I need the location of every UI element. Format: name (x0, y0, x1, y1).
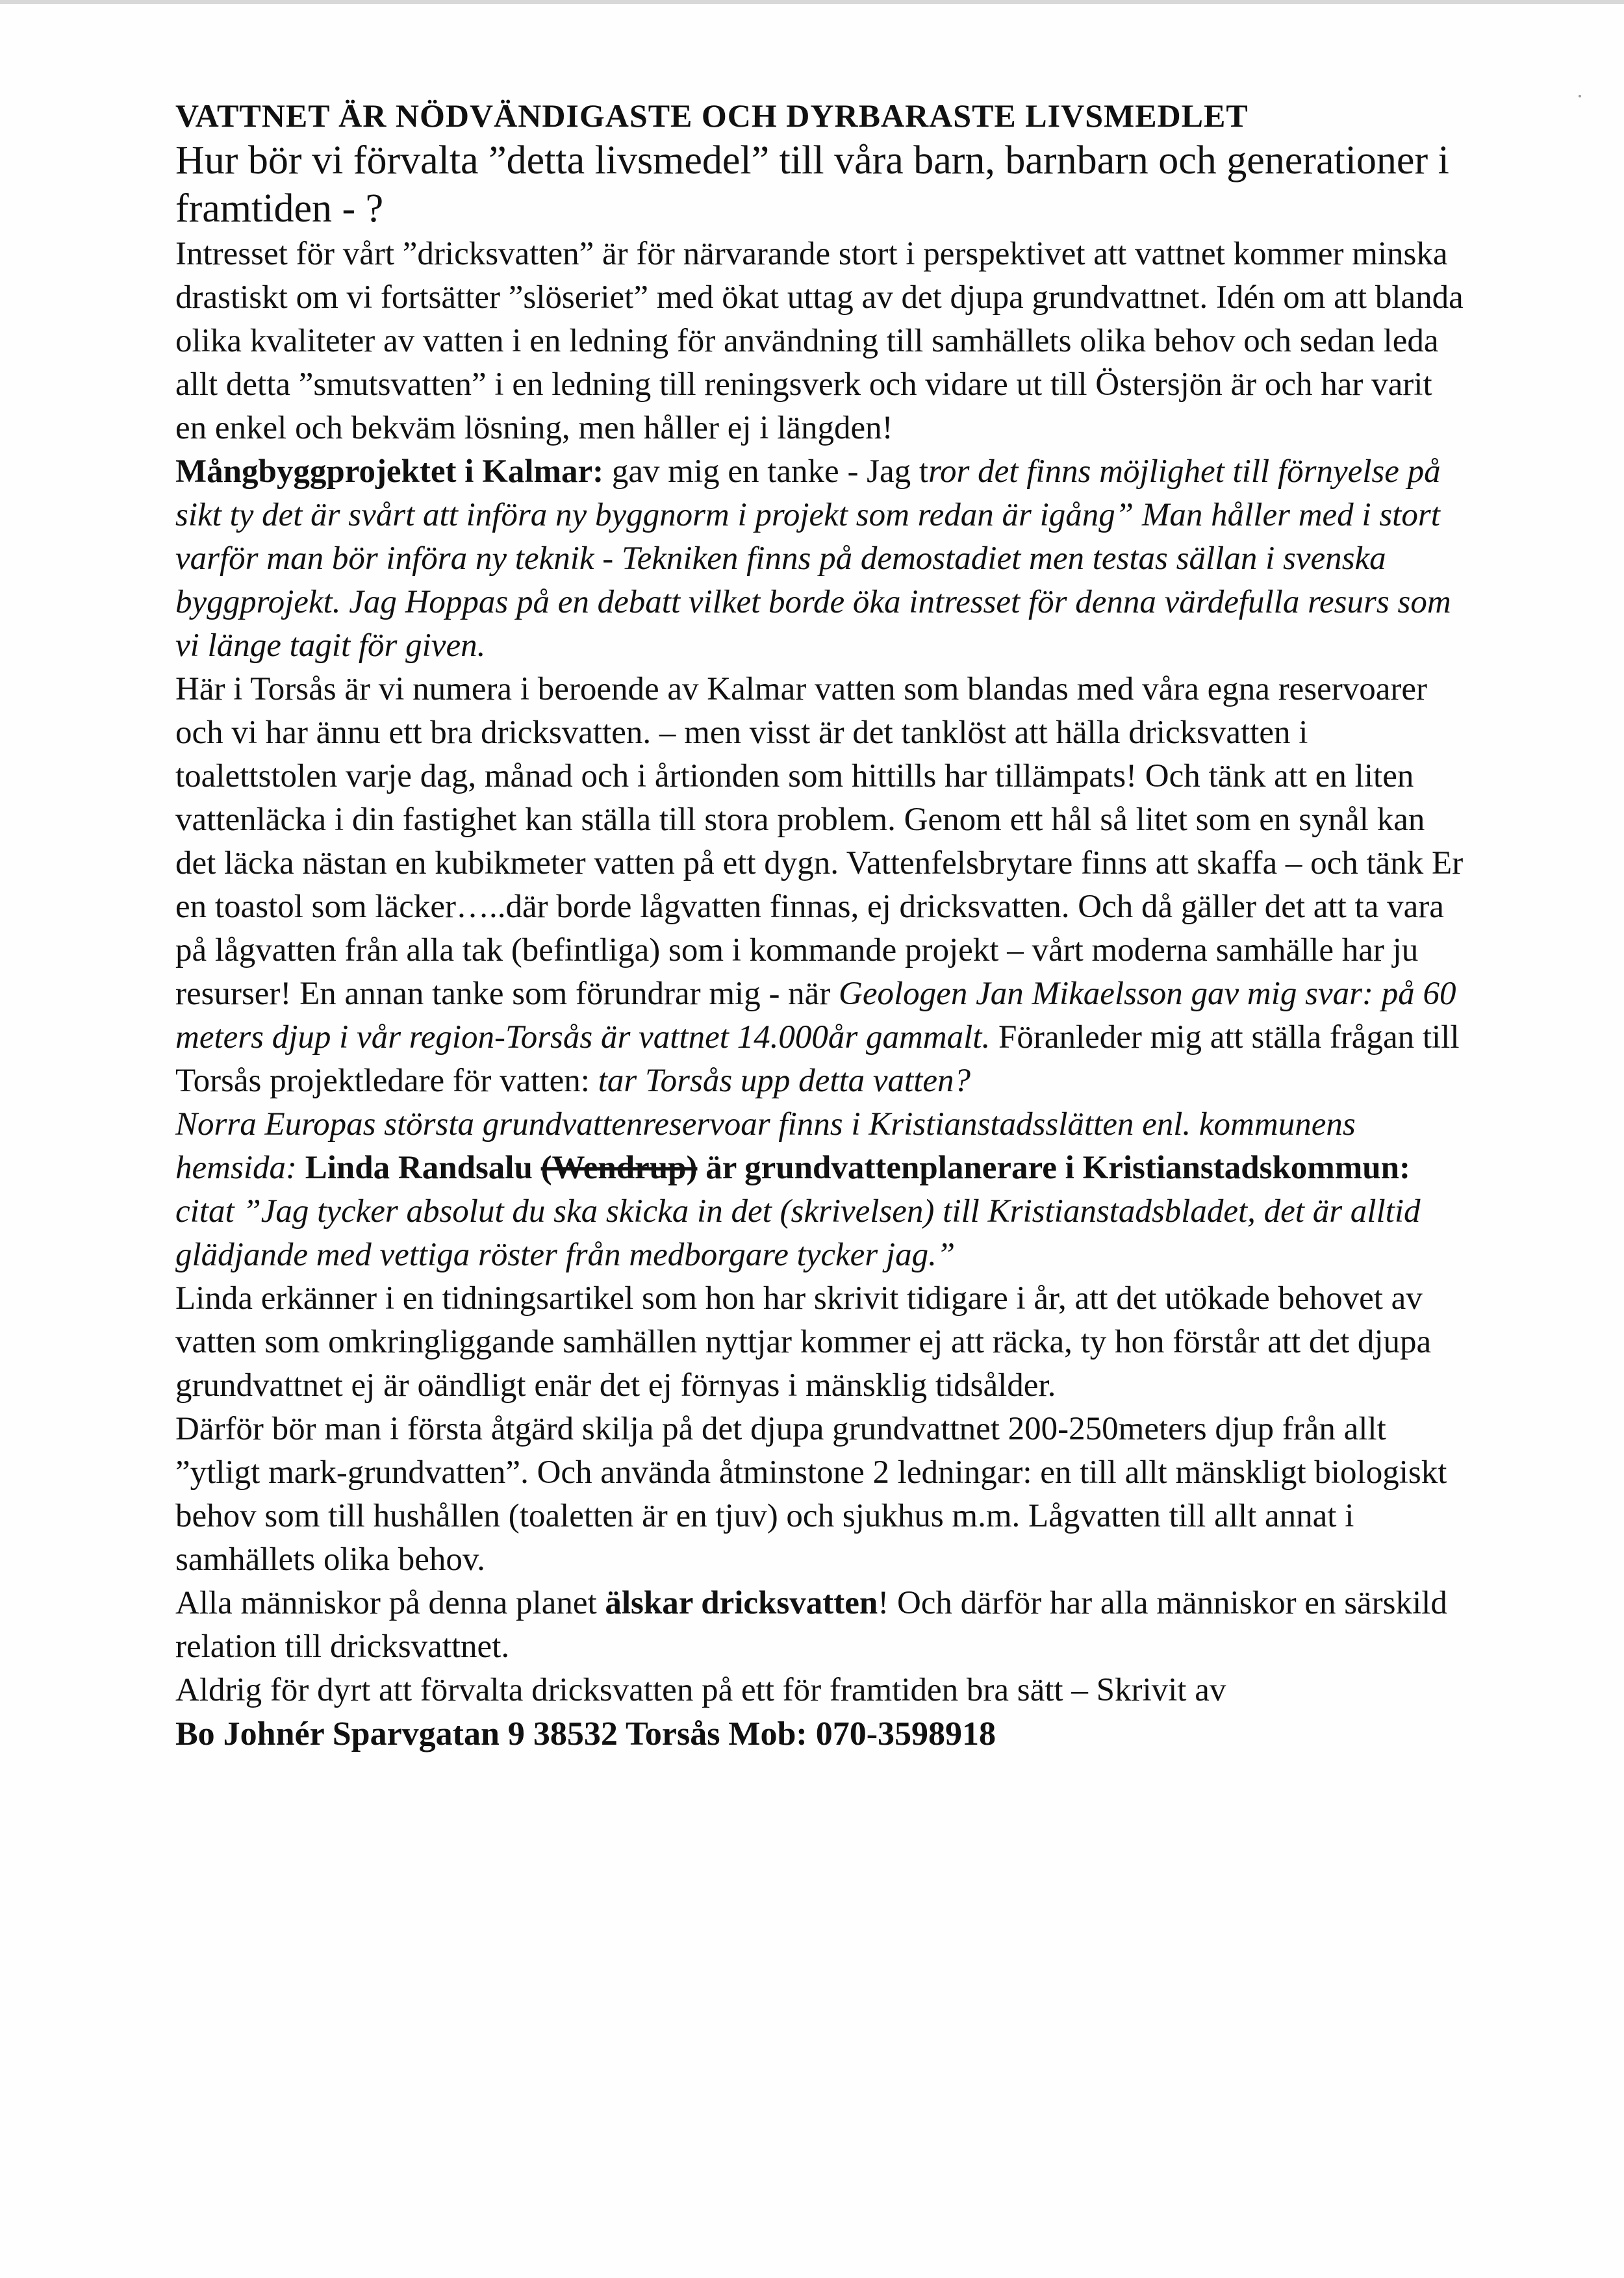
kalmar-heading: Mångbyggprojektet i Kalmar: (175, 453, 604, 490)
document-title: VATTNET ÄR NÖDVÄNDIGASTE OCH DYRBARASTE LIVSMEDLET (175, 97, 1249, 134)
torsas-question: Föranleder mig att ställa frågan till Torsås projektledare för vatten: (175, 1019, 1460, 1099)
alla-bold: älskar dricksvatten (605, 1585, 878, 1621)
linda-citat: citat ”Jag tycker absolut du ska skicka in det (skrivelsen) till Kristianstadsbladet, det är alltid glädjande med vettiga röster från medborgare tycker jag.” (175, 1193, 1421, 1273)
kalmar-quote: ror det finns möjlighet till förnyelse på sikt ty det är svårt att införa ny byggnorm i projekt som redan är igång” Man håller med i stort varför man bör införa ny teknik - Tekniken finns på demostadiet men testas sällan i svenska byggprojekt. Jag Hoppas på en debatt vilket borde öka intresset för denna värdefulla resurs som vi länge tagit för given. (175, 453, 1451, 664)
linda-name: Linda Randsalu (296, 1150, 541, 1186)
closing-line: Aldrig för dyrt att förvalta dricksvatten på ett för framtiden bra sätt – Skrivit av (175, 1672, 1226, 1708)
darfor-paragraph: Därför bör man i första åtgärd skilja på det djupa grundvattnet 200-250meters djup från allt ”ytligt mark-grundvatten”. Och använda åtminstone 2 ledningar: en till allt mänskligt biologiskt behov som till hushållen (toaletten är en tjuv) och sjukhus m.m. Lågvatten till allt annat i samhällets olika behov. (175, 1411, 1447, 1578)
torsas-text: Här i Torsås är vi numera i beroende av Kalmar vatten som blandas med våra egna reservoarer och vi har ännu ett bra dricksvatten. – men visst är det tanklöst att hälla dricksvatten i toalettstolen varje dag, månad och i årtionden som hittills har tillämpats! Och tänk att en liten vattenläcka i din fastighet kan ställa till stora problem. Genom ett hål så litet som en synål kan det läcka nästan en kubikmeter vatten på ett dygn. Vattenfelsbrytare finns att skaffa – och tänk Er en toastol som läcker…..där borde lågvatten finnas, ej dricksvatten. Och då gäller det att ta vara på lågvatten från alla tak (befintliga) som i kommande projekt – vårt moderna samhälle har ju resurser! En annan tanke som förundrar mig - när (175, 671, 1464, 1012)
linda-paragraph: Linda erkänner i en tidningsartikel som hon har skrivit tidigare i år, att det utökade behovet av vatten som omkringliggande samhällen nyttjar kommer ej att räcka, ty hon förstår att det djupa grundvattnet ej är oändligt enär det ej förnyas i mänsklig tidsålder. (175, 1280, 1432, 1404)
alla-after: ! Och därför har alla människor en särskild relation till dricksvattnet. (175, 1585, 1447, 1665)
alla-paragraph (175, 1582, 1468, 1669)
alla-before: Alla människor på denna planet (175, 1585, 605, 1621)
torsas-question-italic: tar Torsås upp detta vatten? (598, 1063, 971, 1099)
linda-role: är grundvattenplanerare i Kristianstadskommun: (697, 1150, 1410, 1186)
scan-speck (1579, 95, 1581, 97)
kristianstad-intro: Norra Europas största grundvattenreservoar finns i Kristianstadsslätten enl. kommunens hemsida: (175, 1106, 1356, 1186)
kalmar-paragraph (175, 450, 1468, 668)
kristianstad-paragraph (175, 1103, 1468, 1277)
kalmar-lead: gav mig en tanke - Jag t (603, 453, 929, 490)
intro-paragraph: Intresset för vårt ”dricksvatten” är för närvarande stort i perspektivet att vattnet kommer minska drastiskt om vi fortsätter ”slöseriet” med ökat uttag av det djupa grundvattnet. Idén om att blanda olika kvaliteter av vatten i en ledning för användning till samhällets olika behov och sedan leda allt detta ”smutsvatten” i en ledning till reningsverk och vidare ut till Östersjön är och har varit en enkel och bekväm lösning, men håller ej i längden! (175, 236, 1464, 446)
torsas-paragraph (175, 668, 1468, 1103)
signature-line: Bo Johnér Sparvgatan 9 38532 Torsås Mob: 070-3598918 (175, 1715, 996, 1753)
struck-name: (Wendrup) (540, 1150, 698, 1186)
geolog-quote: Geologen Jan Mikaelsson gav mig svar: på 60 meters djup i vår region-Torsås är vattnet 14.000år gammalt. (175, 976, 1456, 1056)
letter-body (175, 95, 1468, 1756)
document-subtitle: Hur bör vi förvalta ”detta livsmedel” till våra barn, barnbarn och generationer i framtiden - ? (175, 138, 1449, 231)
